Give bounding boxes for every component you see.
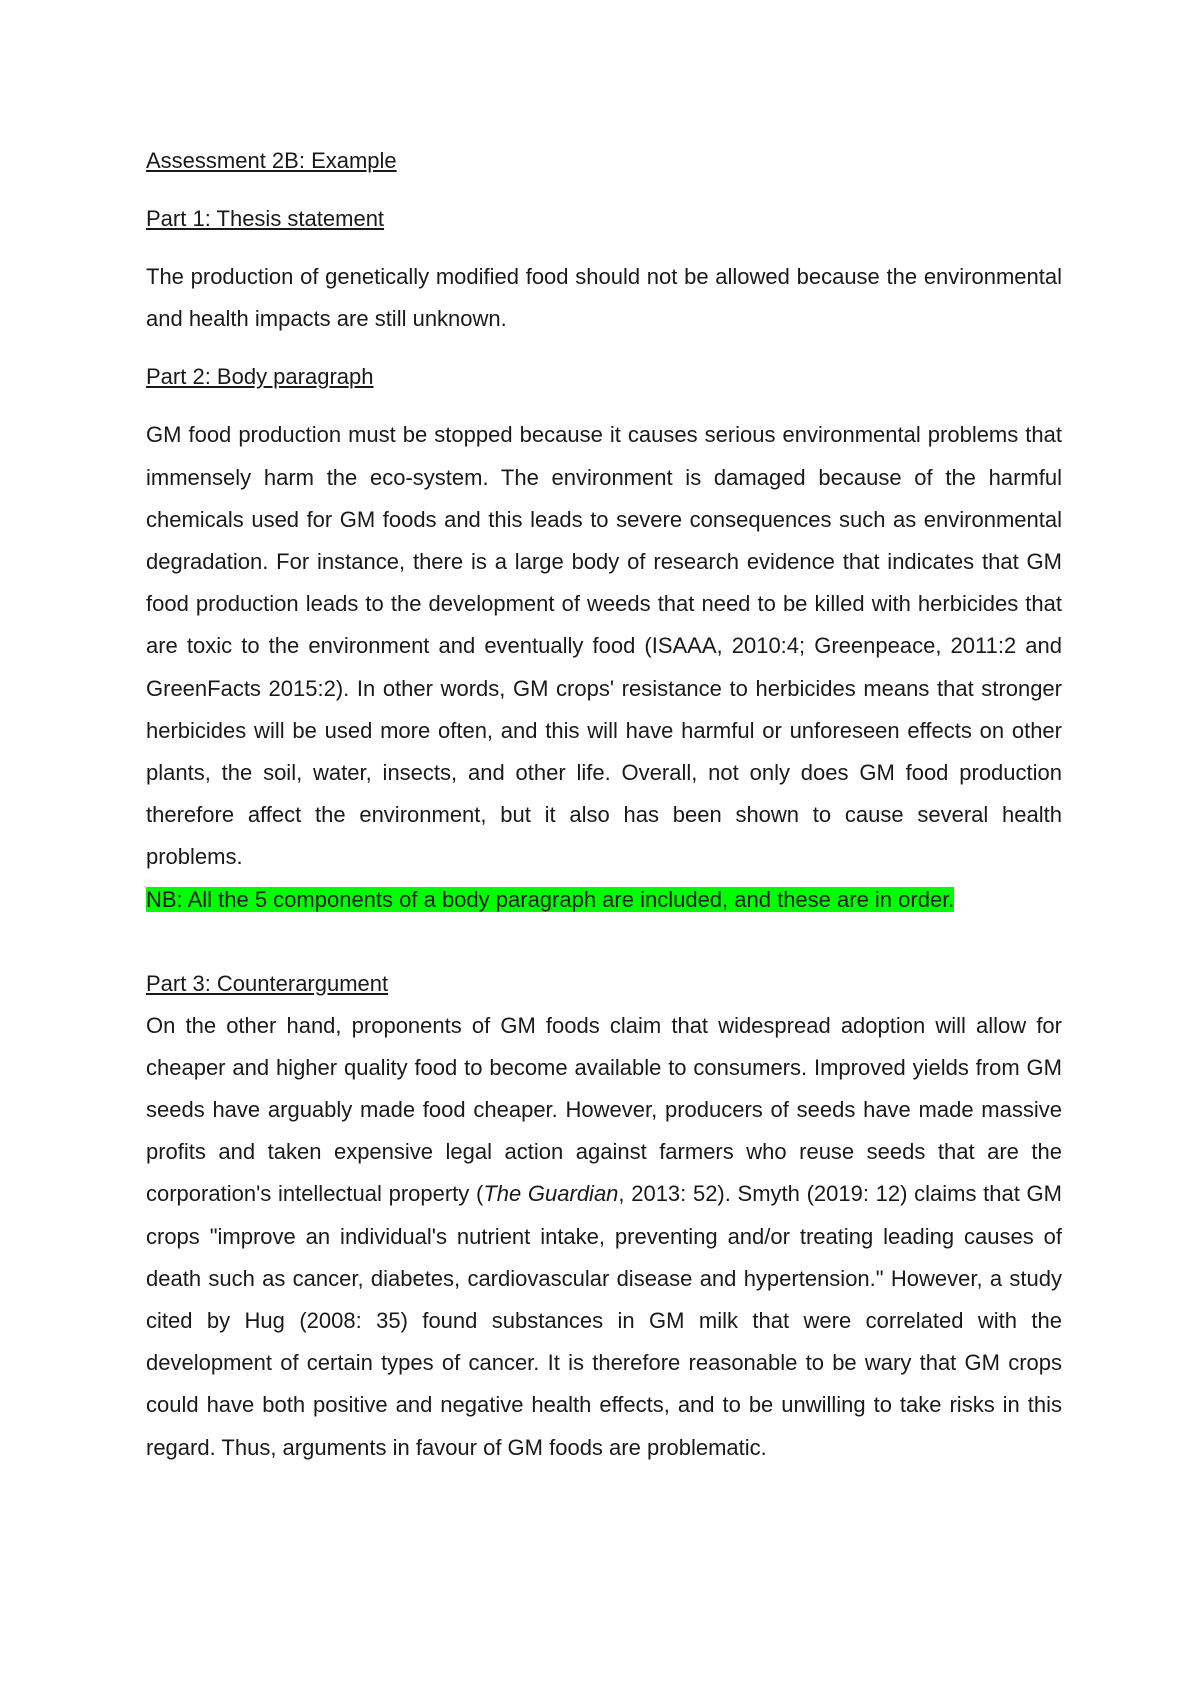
note-highlight: NB: All the 5 components of a body paragraph are included, and these are in order. bbox=[146, 886, 955, 912]
blank-line bbox=[146, 921, 1062, 963]
part2-heading: Part 2: Body paragraph bbox=[146, 364, 374, 390]
part3-section bbox=[146, 963, 1062, 1469]
document-title: Assessment 2B: Example bbox=[146, 148, 397, 173]
counterargument-text-1: On the other hand, proponents of GM foods claim that widespread adoption will allow for cheaper and higher quality food to become available to consumers. Improved yields from GM seeds have arguably made food cheaper. However, producers of seeds have made massive profits and taken expensive legal action against farmers who reuse seeds that are the corporation's intellectual property ( bbox=[146, 1012, 1062, 1207]
body-paragraph: GM food production must be stopped because it causes serious environmental problems that immensely harm the eco-system. The environment is damaged because of the harmful chemicals used for GM foods and this leads to severe consequences such as environmental degradation. For instance, there is a large body of research evidence that indicates that GM food production leads to the development of weeds that need to be killed with herbicides that are toxic to the environment and eventually food (ISAAA, 2010:4; Greenpeace, 2011:2 and GreenFacts 2015:2). In other words, GM crops' resistance to herbicides means that stronger herbicides will be used more often, and this will have harmful or unforeseen effects on other plants, the soil, water, insects, and other life. Overall, not only does GM food production therefore affect the environment, but it also has been shown to cause several health problems. bbox=[146, 422, 1062, 870]
source-title-italic: The Guardian bbox=[483, 1181, 619, 1207]
thesis-statement: The production of genetically modified food should not be allowed because the environmental and health impacts are still unknown. bbox=[146, 264, 1062, 332]
highlighted-note bbox=[146, 879, 1062, 921]
counterargument-paragraph bbox=[146, 1005, 1062, 1469]
counterargument-text-2: , 2013: 52). Smyth (2019: 12) claims that GM crops "improve an individual's nutrient intake, preventing and/or treating leading causes of death such as cancer, diabetes, cardiovascular disease and hypertension." However, a study cited by Hug (2008: 35) found substances in GM milk that were correlated with the development of certain types of cancer. It is therefore reasonable to be wary that GM crops could have both positive and negative health effects, and to be unwilling to take risks in this regard. Thus, arguments in favour of GM foods are problematic. bbox=[146, 1181, 1062, 1460]
part1-section bbox=[146, 198, 1062, 340]
part1-heading: Part 1: Thesis statement bbox=[146, 206, 385, 231]
document-page bbox=[146, 140, 1062, 1469]
part3-heading: Part 3: Counterargument bbox=[146, 970, 389, 996]
part2-section bbox=[146, 356, 1062, 920]
